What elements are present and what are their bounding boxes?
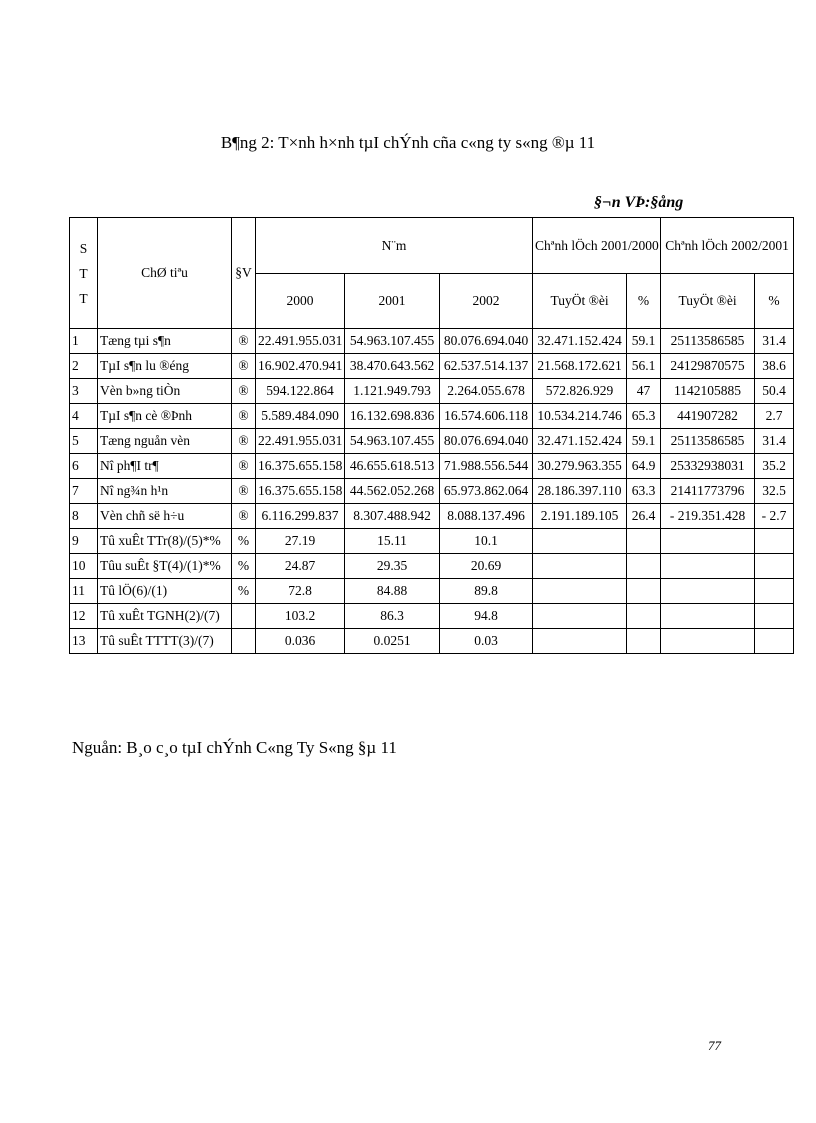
indicator-cell: Tû xuÊt TGNH(2)/(7) — [98, 604, 232, 629]
unit-cell: ® — [232, 329, 256, 354]
pct1-cell: 59.1 — [627, 429, 661, 454]
pct1-header: % — [627, 274, 661, 329]
value-2002-cell: 89.8 — [440, 579, 533, 604]
value-2000-cell: 27.19 — [256, 529, 345, 554]
unit-cell — [232, 604, 256, 629]
stt-header — [70, 218, 98, 329]
pct2-cell — [755, 529, 794, 554]
stt-cell: 11 — [70, 579, 98, 604]
stt-cell: 3 — [70, 379, 98, 404]
value-2000-cell: 24.87 — [256, 554, 345, 579]
value-2000-cell: 594.122.864 — [256, 379, 345, 404]
value-2002-cell: 8.088.137.496 — [440, 504, 533, 529]
unit-cell: ® — [232, 379, 256, 404]
unit-header: §V — [232, 218, 256, 329]
table-row — [70, 479, 794, 504]
pct2-cell — [755, 604, 794, 629]
abs2-cell — [661, 604, 755, 629]
value-2000-cell: 6.116.299.837 — [256, 504, 345, 529]
value-2000-cell: 72.8 — [256, 579, 345, 604]
value-2002-cell: 80.076.694.040 — [440, 429, 533, 454]
indicator-cell: Vèn b»ng tiÒn — [98, 379, 232, 404]
value-2001-cell: 29.35 — [345, 554, 440, 579]
abs2-cell — [661, 554, 755, 579]
pct2-header: % — [755, 274, 794, 329]
abs1-cell — [533, 529, 627, 554]
abs1-cell: 30.279.963.355 — [533, 454, 627, 479]
header-row-1 — [70, 218, 794, 274]
value-2001-cell: 86.3 — [345, 604, 440, 629]
abs2-cell — [661, 629, 755, 654]
value-2000-cell: 0.036 — [256, 629, 345, 654]
diff1-header: Chªnh lÖch 2001/2000 — [533, 218, 661, 274]
unit-cell: ® — [232, 429, 256, 454]
abs2-cell: 21411773796 — [661, 479, 755, 504]
value-2000-cell: 5.589.484.090 — [256, 404, 345, 429]
abs2-cell — [661, 579, 755, 604]
abs1-cell: 32.471.152.424 — [533, 329, 627, 354]
stt-cell: 6 — [70, 454, 98, 479]
value-2001-cell: 0.0251 — [345, 629, 440, 654]
stt-cell: 10 — [70, 554, 98, 579]
pct2-cell: 2.7 — [755, 404, 794, 429]
value-2000-cell: 16.375.655.158 — [256, 479, 345, 504]
value-2002-cell: 94.8 — [440, 604, 533, 629]
unit-cell: ® — [232, 454, 256, 479]
value-2002-cell: 10.1 — [440, 529, 533, 554]
pct2-cell — [755, 579, 794, 604]
pct2-cell: 38.6 — [755, 354, 794, 379]
table-row — [70, 629, 794, 654]
pct1-cell: 26.4 — [627, 504, 661, 529]
value-2000-cell: 16.375.655.158 — [256, 454, 345, 479]
pct1-cell: 47 — [627, 379, 661, 404]
value-2002-cell: 16.574.606.118 — [440, 404, 533, 429]
pct1-cell: 64.9 — [627, 454, 661, 479]
abs2-cell: - 219.351.428 — [661, 504, 755, 529]
indicator-cell: Tû lÖ(6)/(1) — [98, 579, 232, 604]
value-2000-cell: 103.2 — [256, 604, 345, 629]
abs2-cell: 25113586585 — [661, 429, 755, 454]
unit-cell: % — [232, 579, 256, 604]
indicator-cell: Vèn chñ së h÷u — [98, 504, 232, 529]
abs1-cell — [533, 579, 627, 604]
year-2002-header: 2002 — [440, 274, 533, 329]
page-number: 77 — [708, 1038, 721, 1053]
stt-letter: T — [79, 265, 88, 281]
unit-cell: ® — [232, 404, 256, 429]
pct1-cell: 63.3 — [627, 479, 661, 504]
year-2000-header: 2000 — [256, 274, 345, 329]
abs1-cell — [533, 629, 627, 654]
unit-cell: % — [232, 529, 256, 554]
value-2002-cell: 65.973.862.064 — [440, 479, 533, 504]
table-row — [70, 604, 794, 629]
pct2-cell: 50.4 — [755, 379, 794, 404]
value-2001-cell: 84.88 — [345, 579, 440, 604]
pct2-cell — [755, 554, 794, 579]
indicator-cell: TµI s¶n lu ®éng — [98, 354, 232, 379]
value-2001-cell: 38.470.643.562 — [345, 354, 440, 379]
financial-table — [69, 217, 794, 654]
unit-cell — [232, 629, 256, 654]
pct1-cell: 59.1 — [627, 329, 661, 354]
stt-letter: S — [79, 240, 88, 256]
abs2-cell: 25332938031 — [661, 454, 755, 479]
pct2-cell: - 2.7 — [755, 504, 794, 529]
value-2002-cell: 71.988.556.544 — [440, 454, 533, 479]
stt-cell: 1 — [70, 329, 98, 354]
abs2-cell — [661, 529, 755, 554]
value-2002-cell: 20.69 — [440, 554, 533, 579]
table-body — [70, 329, 794, 654]
stt-cell: 8 — [70, 504, 98, 529]
pct2-cell: 35.2 — [755, 454, 794, 479]
abs2-header: TuyÖt ®èi — [661, 274, 755, 329]
table-row — [70, 379, 794, 404]
indicator-cell: Tû xuÊt TTr(8)/(5)*% — [98, 529, 232, 554]
value-2002-cell: 2.264.055.678 — [440, 379, 533, 404]
pct1-cell — [627, 579, 661, 604]
unit-cell: ® — [232, 479, 256, 504]
diff2-header: Chªnh lÖch 2002/2001 — [661, 218, 794, 274]
abs1-cell: 28.186.397.110 — [533, 479, 627, 504]
indicator-cell: Tû suÊt TTTT(3)/(7) — [98, 629, 232, 654]
table-title: B¶ng 2: T×nh h×nh tµI chÝnh cña c«ng ty s«ng ®µ 11 — [220, 133, 596, 152]
abs2-cell: 25113586585 — [661, 329, 755, 354]
year-2001-header: 2001 — [345, 274, 440, 329]
table-row — [70, 554, 794, 579]
value-2002-cell: 62.537.514.137 — [440, 354, 533, 379]
unit-label: §¬n VÞ:§ång — [594, 194, 684, 211]
table-row — [70, 329, 794, 354]
abs1-cell: 32.471.152.424 — [533, 429, 627, 454]
table-row — [70, 504, 794, 529]
pct1-cell — [627, 529, 661, 554]
abs2-cell: 24129870575 — [661, 354, 755, 379]
value-2001-cell: 54.963.107.455 — [345, 329, 440, 354]
value-2001-cell: 46.655.618.513 — [345, 454, 440, 479]
unit-cell: % — [232, 554, 256, 579]
stt-cell: 5 — [70, 429, 98, 454]
indicator-cell: Tæng nguån vèn — [98, 429, 232, 454]
abs1-cell — [533, 554, 627, 579]
value-2001-cell: 15.11 — [345, 529, 440, 554]
stt-cell: 12 — [70, 604, 98, 629]
table-row — [70, 579, 794, 604]
table-row — [70, 404, 794, 429]
indicator-cell: Tæng tµi s¶n — [98, 329, 232, 354]
indicator-cell: TµI s¶n cè ®Þnh — [98, 404, 232, 429]
pct1-cell — [627, 629, 661, 654]
abs2-cell: 441907282 — [661, 404, 755, 429]
indicator-header: ChØ tiªu — [98, 218, 232, 329]
stt-cell: 2 — [70, 354, 98, 379]
pct2-cell — [755, 629, 794, 654]
stt-letter: T — [79, 290, 88, 306]
pct1-cell — [627, 554, 661, 579]
stt-cell: 4 — [70, 404, 98, 429]
value-2001-cell: 8.307.488.942 — [345, 504, 440, 529]
value-2002-cell: 0.03 — [440, 629, 533, 654]
stt-cell: 7 — [70, 479, 98, 504]
abs1-cell: 572.826.929 — [533, 379, 627, 404]
pct2-cell: 31.4 — [755, 329, 794, 354]
abs1-header: TuyÖt ®èi — [533, 274, 627, 329]
abs1-cell — [533, 604, 627, 629]
abs2-cell: 1142105885 — [661, 379, 755, 404]
pct1-cell: 56.1 — [627, 354, 661, 379]
indicator-cell: Nî ng¾n h¹n — [98, 479, 232, 504]
value-2001-cell: 44.562.052.268 — [345, 479, 440, 504]
value-2001-cell: 1.121.949.793 — [345, 379, 440, 404]
pct2-cell: 32.5 — [755, 479, 794, 504]
table-row — [70, 529, 794, 554]
value-2001-cell: 16.132.698.836 — [345, 404, 440, 429]
abs1-cell: 2.191.189.105 — [533, 504, 627, 529]
value-2000-cell: 22.491.955.031 — [256, 429, 345, 454]
indicator-cell: Nî ph¶I tr¶ — [98, 454, 232, 479]
table-row — [70, 354, 794, 379]
year-group-header: N¨m — [256, 218, 533, 274]
value-2000-cell: 16.902.470.941 — [256, 354, 345, 379]
unit-cell: ® — [232, 354, 256, 379]
stt-cell: 13 — [70, 629, 98, 654]
pct1-cell: 65.3 — [627, 404, 661, 429]
value-2002-cell: 80.076.694.040 — [440, 329, 533, 354]
unit-cell: ® — [232, 504, 256, 529]
pct2-cell: 31.4 — [755, 429, 794, 454]
value-2001-cell: 54.963.107.455 — [345, 429, 440, 454]
table-row — [70, 429, 794, 454]
abs1-cell: 10.534.214.746 — [533, 404, 627, 429]
stt-cell: 9 — [70, 529, 98, 554]
table-row — [70, 454, 794, 479]
pct1-cell — [627, 604, 661, 629]
value-2000-cell: 22.491.955.031 — [256, 329, 345, 354]
source-note: Nguån: B¸o c¸o tµI chÝnh C«ng Ty S«ng §µ 11 — [72, 738, 397, 757]
indicator-cell: Tûu suÊt §T(4)/(1)*% — [98, 554, 232, 579]
abs1-cell: 21.568.172.621 — [533, 354, 627, 379]
